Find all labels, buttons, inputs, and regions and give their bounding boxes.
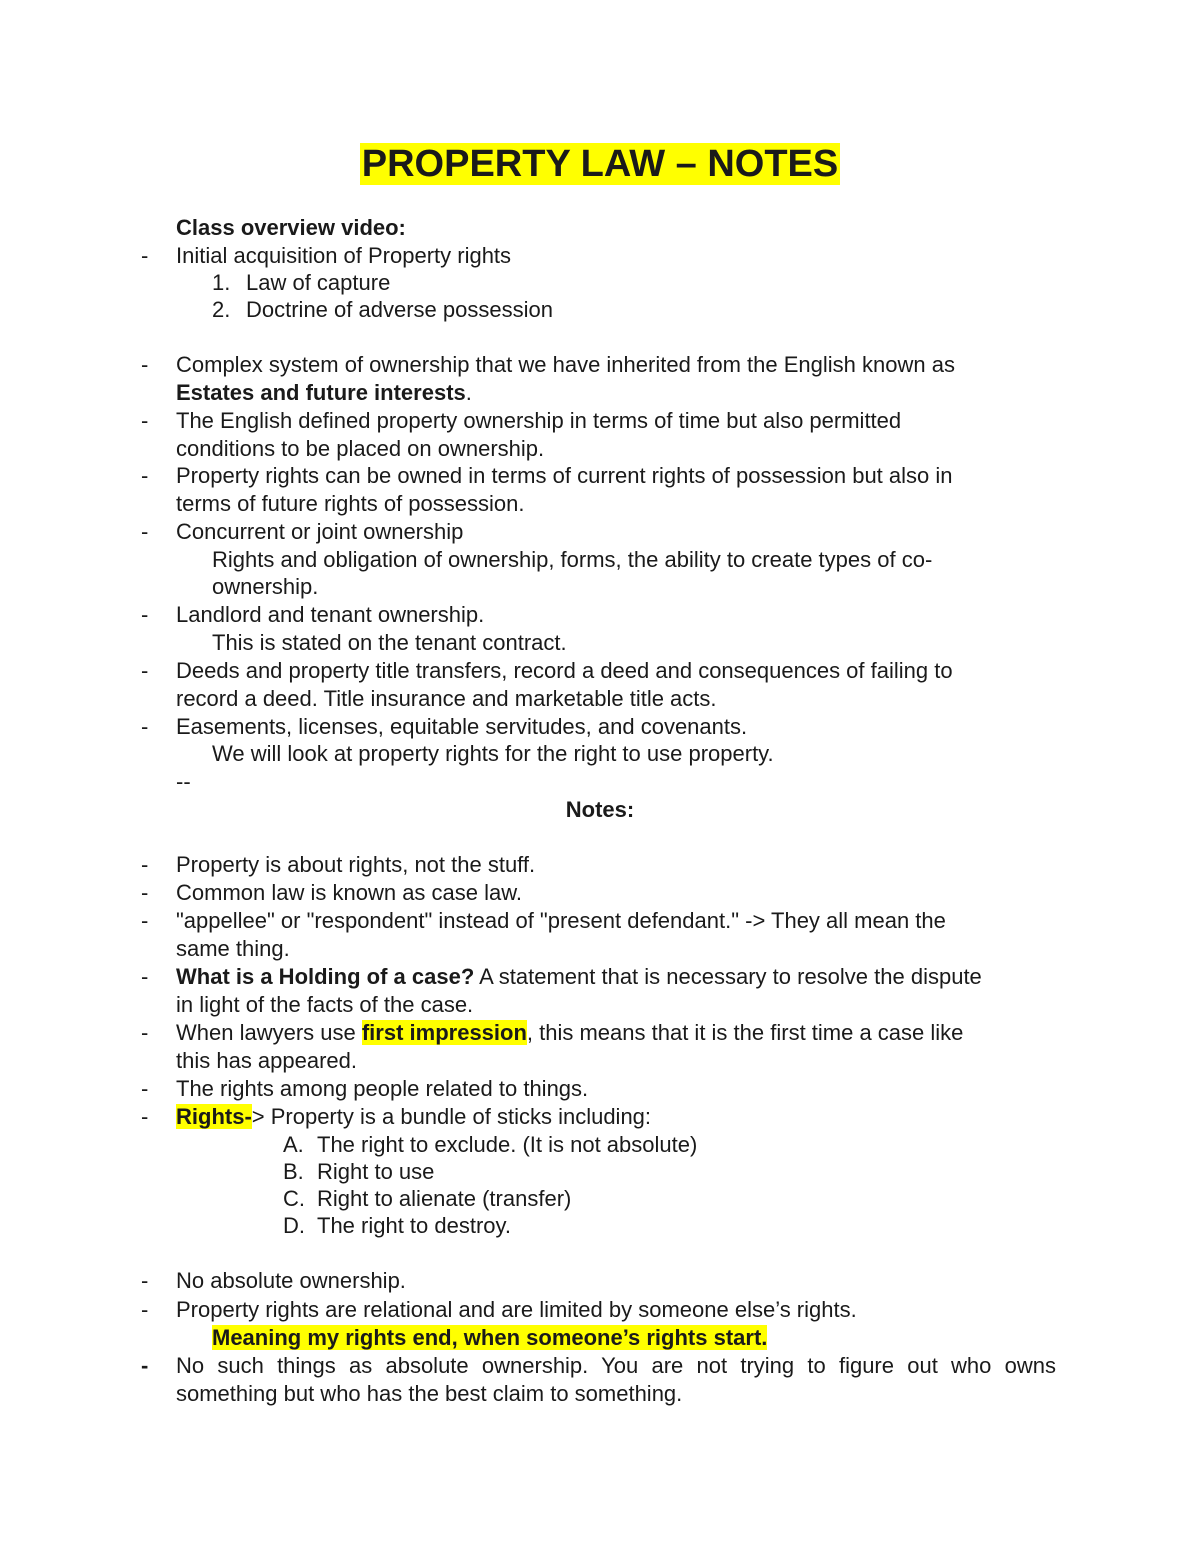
page-title [0, 140, 1200, 188]
overview-concurrent-sub-line1: Rights and obligation of ownership, forms, the ability to create types of co- [212, 547, 933, 572]
overview-deeds-line1: Deeds and property title transfers, record a deed and consequences of failing to [176, 658, 953, 683]
bullet-dash: - [141, 352, 149, 377]
overview-english-line2: conditions to be placed on ownership. [176, 436, 545, 461]
period: . [465, 380, 472, 405]
stick-item: Right to use [317, 1159, 435, 1184]
note-9: Property rights are relational and are limited by someone else’s rights. [176, 1297, 857, 1322]
bullet-dash: - [141, 1104, 149, 1129]
note-4-line2: in light of the facts of the case. [176, 992, 474, 1017]
bullet-dash: - [141, 602, 149, 627]
stick-letter: C. [283, 1186, 305, 1211]
overview-complex-line1: Complex system of ownership that we have inherited from the English known as [176, 352, 955, 377]
stick-item: The right to exclude. (It is not absolute) [317, 1132, 698, 1157]
note-10-line1: No such things as absolute ownership. You are not trying to figure out who owns [176, 1353, 1056, 1378]
first-impression-highlight: first impression [361, 1020, 527, 1045]
overview-rights-line2: terms of future rights of possession. [176, 491, 525, 516]
bullet-dash: - [141, 408, 149, 433]
overview-easements-sub: We will look at property rights for the right to use property. [212, 741, 774, 766]
notes-heading: Notes: [565, 797, 635, 822]
note-7-rest: > Property is a bundle of sticks including: [251, 1104, 652, 1129]
overview-concurrent: Concurrent or joint ownership [176, 519, 464, 544]
list-number: 1. [212, 270, 231, 295]
note-5-line1 [176, 1019, 963, 1047]
stick-letter: A. [283, 1132, 304, 1157]
bullet-dash: - [141, 964, 149, 989]
note-3-line1: "appellee" or "respondent" instead of "present defendant." -> They all mean the [176, 908, 946, 933]
note-8: No absolute ownership. [176, 1268, 406, 1293]
overview-sub2: Doctrine of adverse possession [246, 297, 553, 322]
overview-landlord-sub: This is stated on the tenant contract. [212, 630, 567, 655]
note-6: The rights among people related to things. [176, 1076, 589, 1101]
bullet-dash: - [141, 714, 149, 739]
bullet-dash: - [141, 1268, 149, 1293]
overview-english-line1: The English defined property ownership in terms of time but also permitted [176, 408, 902, 433]
overview-rights-line1: Property rights can be owned in terms of current rights of possession but also in [176, 463, 953, 488]
note-9-sub [212, 1324, 767, 1352]
bullet-dash: - [141, 852, 149, 877]
overview-sub1: Law of capture [246, 270, 391, 295]
overview-deeds-line2: record a deed. Title insurance and marketable title acts. [176, 686, 717, 711]
note-3-line2: same thing. [176, 936, 290, 961]
note-5-post: , this means that it is the first time a case like [526, 1020, 964, 1045]
stick-item: The right to destroy. [317, 1213, 512, 1238]
estates-term: Estates and future interests [176, 380, 466, 405]
bullet-dash: - [141, 1020, 149, 1045]
note-7 [176, 1103, 651, 1131]
stick-letter: D. [283, 1213, 305, 1238]
bullet-dash: - [141, 1297, 149, 1322]
overview-initial: Initial acquisition of Property rights [176, 243, 512, 268]
holding-answer: A statement that is necessary to resolve the dispute [474, 964, 982, 989]
bullet-dash: - [141, 243, 149, 268]
rights-highlight: Rights- [176, 1104, 252, 1129]
stick-item: Right to alienate (transfer) [317, 1186, 572, 1211]
meaning-highlight: Meaning my rights end, when someone’s rights start. [212, 1325, 768, 1350]
note-10-line2: something but who has the best claim to something. [176, 1381, 683, 1406]
overview-easements: Easements, licenses, equitable servitudes, and covenants. [176, 714, 748, 739]
note-1: Property is about rights, not the stuff. [176, 852, 536, 877]
bullet-dash: - [141, 1353, 149, 1378]
overview-concurrent-sub-line2: ownership. [212, 574, 319, 599]
note-5-line2: this has appeared. [176, 1048, 358, 1073]
bullet-dash: - [141, 519, 149, 544]
overview-heading: Class overview video: [176, 215, 406, 240]
list-number: 2. [212, 297, 231, 322]
note-2: Common law is known as case law. [176, 880, 523, 905]
separator: -- [176, 769, 191, 794]
bullet-dash: - [141, 1076, 149, 1101]
note-4-line1 [176, 963, 982, 991]
bullet-dash: - [141, 908, 149, 933]
note-5-pre: When lawyers use [176, 1020, 362, 1045]
bullet-dash: - [141, 463, 149, 488]
stick-letter: B. [283, 1159, 304, 1184]
bullet-dash: - [141, 880, 149, 905]
overview-landlord: Landlord and tenant ownership. [176, 602, 485, 627]
holding-question: What is a Holding of a case? [176, 964, 475, 989]
title-highlight: PROPERTY LAW – NOTES [361, 143, 839, 185]
overview-complex-line2 [176, 379, 472, 407]
bullet-dash: - [141, 658, 149, 683]
